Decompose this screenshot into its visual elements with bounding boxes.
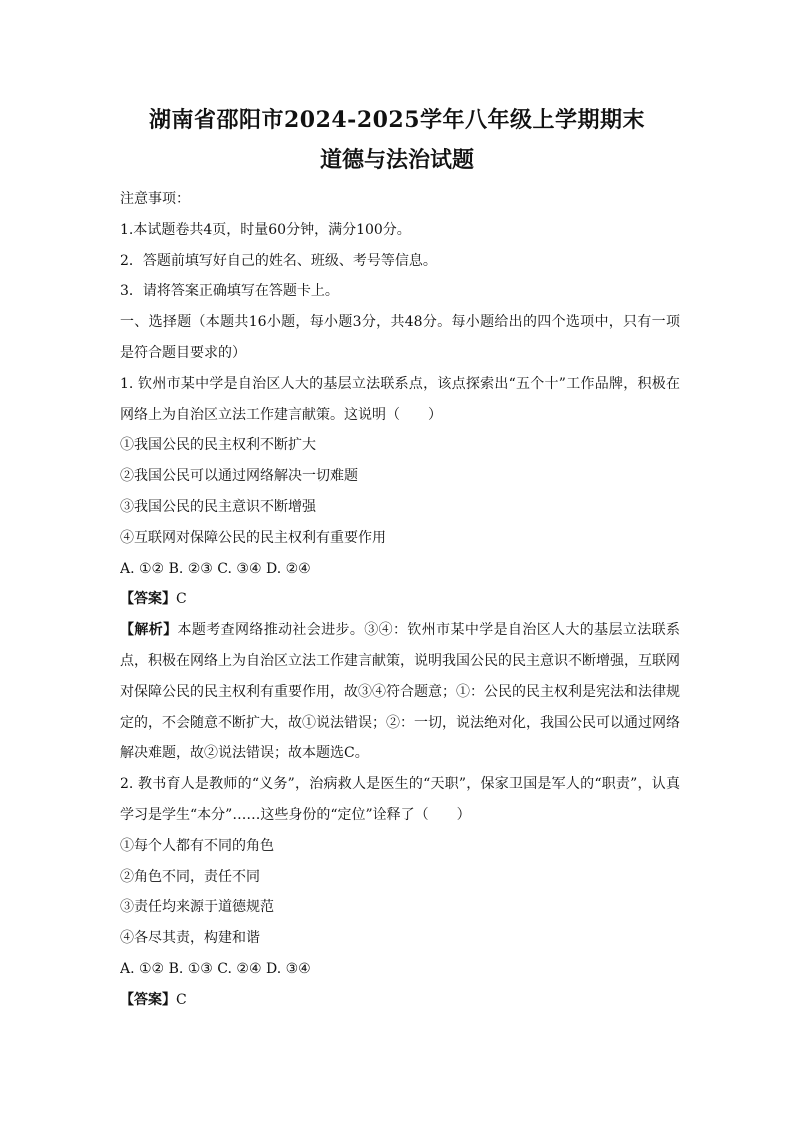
statement: ③责任均来源于道德规范 — [120, 899, 274, 916]
statement: ①我国公民的民主权利不断扩大 — [120, 437, 316, 454]
answer-line — [120, 584, 680, 615]
notice-item: 3．请将答案正确填写在答题卡上。 — [120, 283, 339, 300]
exam-content — [120, 184, 680, 1016]
question-2 — [120, 769, 680, 1015]
answer-options: A. ①② B. ②③ C. ③④ D. ②④ — [120, 560, 311, 577]
answer-label: 【答案】 — [120, 991, 176, 1008]
statement: ③我国公民的民主意识不断增强 — [120, 498, 316, 515]
notice-heading: 注意事项： — [120, 191, 190, 207]
answer-label: 【答案】 — [120, 591, 176, 608]
question-1 — [120, 369, 680, 769]
answer-line — [120, 985, 680, 1016]
notice-item: 2．答题前填写好自己的姓名、班级、考号等信息。 — [120, 252, 437, 269]
section-heading: 一、选择题（本题共16小题，每小题3分，共48分。每小题给出的四个选项中，只有一项是符合题目要求的） — [120, 314, 680, 361]
analysis — [120, 615, 680, 769]
analysis-text: 本题考查网络推动社会进步。③④：钦州市某中学是自治区人大的基层立法联系点，积极在网络上为自治区立法工作建言献策，说明我国公民的民主意识不断增强，互联网对保障公民的民主权利有重要作用，故③④符合题意；①：公民的民主权利是宪法和法律规定的，不会随意不断扩大，故①说法错误；②：一切，说法绝对化，我国公民可以通过网络解决难题，故②说法错误；故本题选C。 — [120, 622, 681, 762]
question-stem: 2. 教书育人是教师的“义务”，治病救人是医生的“天职”，保家卫国是军人的“职责”，认真学习是学生“本分”……这些身份的“定位”诠释了（ ） — [120, 776, 680, 823]
statement: ④互联网对保障公民的民主权利有重要作用 — [120, 529, 386, 546]
analysis-label: 【解析】 — [120, 622, 178, 639]
statement: ②我国公民可以通过网络解决一切难题 — [120, 468, 358, 485]
statement: ②角色不同，责任不同 — [120, 868, 260, 885]
answer-options: A. ①② B. ①③ C. ②④ D. ③④ — [120, 960, 311, 977]
statement: ①每个人都有不同的角色 — [120, 837, 274, 854]
notice-item: 1.本试题卷共4页，时量60分钟，满分100分。 — [120, 221, 411, 238]
statement: ④各尽其责，构建和谐 — [120, 930, 260, 947]
answer-value: C — [176, 991, 187, 1008]
question-stem: 1. 钦州市某中学是自治区人大的基层立法联系点，该点探索出“五个十”工作品牌，积极在网络上为自治区立法工作建言献策。这说明（ ） — [120, 375, 680, 423]
exam-title: 湖南省邵阳市2024-2025学年八年级上学期期末 — [148, 107, 646, 133]
exam-subtitle: 道德与法治试题 — [319, 147, 474, 173]
answer-value: C — [176, 591, 187, 608]
